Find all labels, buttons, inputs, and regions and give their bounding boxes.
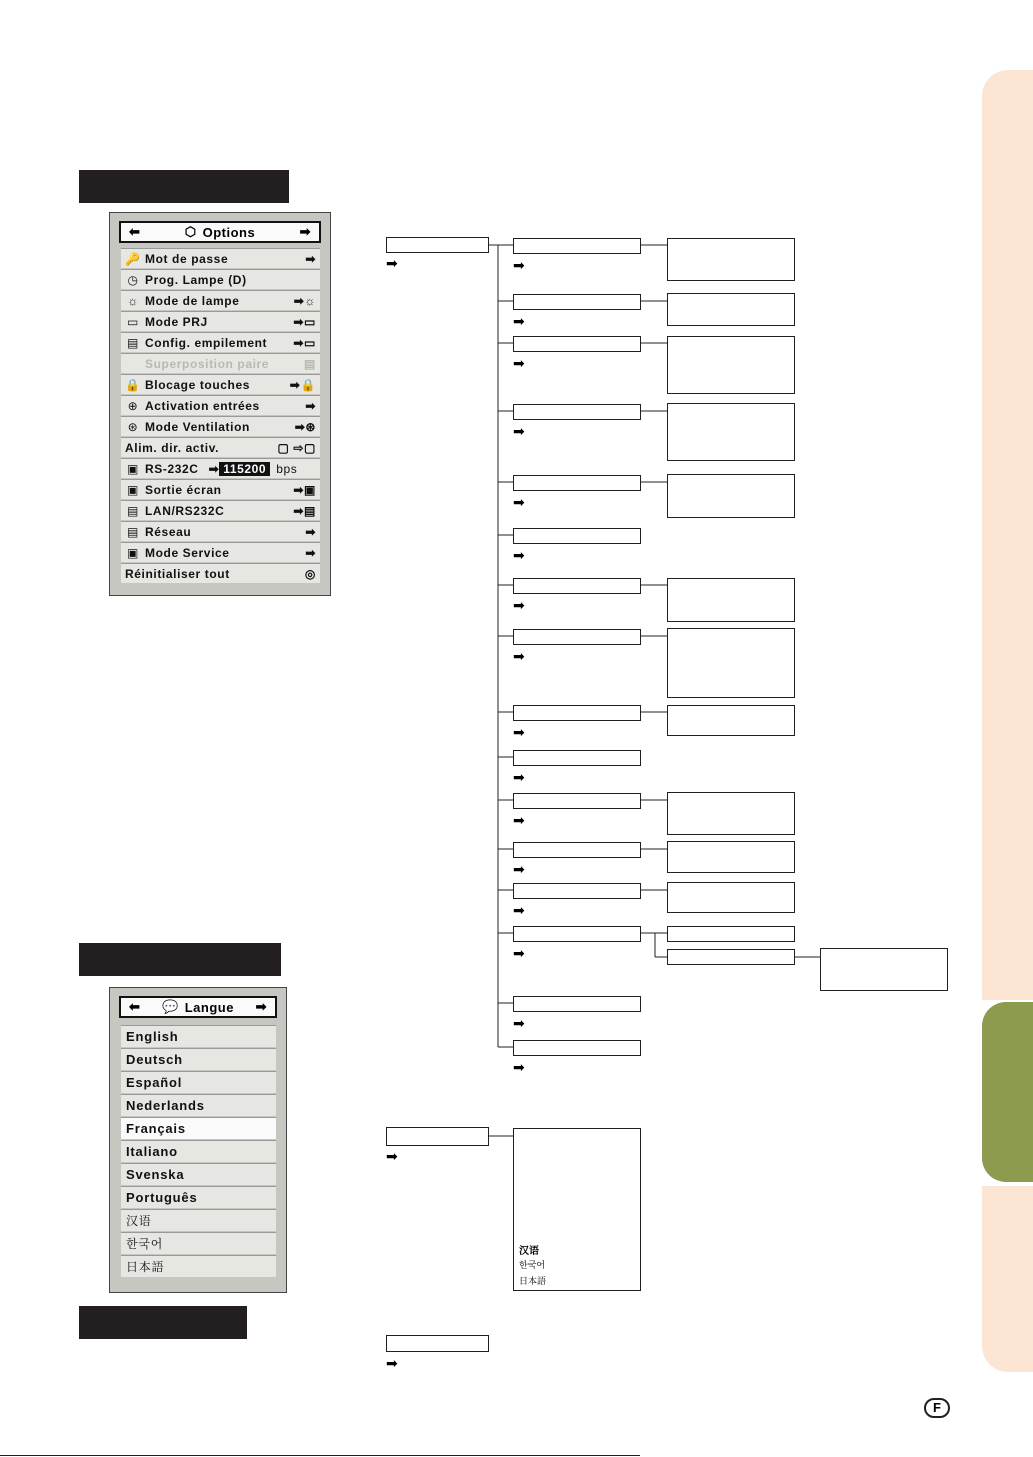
tree-level2-node [513, 883, 641, 899]
arrow-right-icon: ➡ [513, 945, 525, 961]
row-icon: ⊕ [127, 398, 139, 413]
tree-level3-box [667, 336, 795, 394]
options-row-label: Réinitialiser tout [125, 566, 230, 581]
tree-level2-node [513, 238, 641, 254]
language-option[interactable]: 日本語 [121, 1255, 276, 1277]
language-option[interactable]: English [121, 1025, 276, 1047]
arrow-right-icon: ➡ [513, 724, 525, 740]
tree-level2-node [513, 842, 641, 858]
language-option[interactable]: 한국어 [121, 1232, 276, 1254]
options-row-label: Config. empilement [145, 335, 268, 350]
options-row-label: Sortie écran [145, 482, 222, 497]
tree-level2-node [513, 336, 641, 352]
bottom-rule [0, 1455, 640, 1456]
options-row-right: ➡ [305, 398, 316, 413]
arrow-right-icon: ➡ [513, 861, 525, 877]
arrow-right-icon: ➡ [513, 355, 525, 371]
options-row-right: ➡☼ [293, 293, 316, 308]
tree-level2-node [513, 705, 641, 721]
arrow-right-icon: ➡ [386, 1148, 398, 1164]
tree-level3-box [667, 705, 795, 736]
language-option[interactable]: Português [121, 1186, 276, 1208]
options-row-right: ➡▭ [293, 335, 316, 350]
options-row-label: Alim. dir. activ. [125, 440, 220, 455]
language-option[interactable]: Italiano [121, 1140, 276, 1162]
arrow-right-icon: ➡ [513, 1059, 525, 1075]
tree-level3-box [667, 578, 795, 622]
tree-level3-box [667, 628, 795, 698]
row-icon: ◷ [127, 272, 139, 287]
tree-lang-ja: 日本語 [519, 1277, 547, 1287]
tree-lang-root-node [386, 1127, 489, 1146]
tree-level2-node [513, 629, 641, 645]
options-row-right: ➡ [305, 524, 316, 539]
tree-level3-box [667, 238, 795, 281]
tree-level3-box [667, 403, 795, 461]
row-icon: ▭ [127, 314, 139, 329]
options-row-label: Réseau [145, 524, 192, 539]
tree-level2-node [513, 750, 641, 766]
language-option[interactable]: Svenska [121, 1163, 276, 1185]
options-row-right: ➡⊛ [294, 419, 316, 434]
arrow-right-icon: ➡ [513, 812, 525, 828]
arrow-right-icon: ➡ [513, 648, 525, 664]
tree-bottom-node [386, 1335, 489, 1352]
arrow-right-icon: ➡ [386, 1355, 398, 1371]
page-mark-letter: F [933, 1400, 941, 1415]
tree-level2-node [513, 475, 641, 491]
tree-level3-node [667, 949, 795, 965]
tree-level2-node [513, 1040, 641, 1056]
arrow-right-icon: ➡ [208, 461, 220, 476]
options-row-label: Blocage touches [145, 377, 251, 392]
speech-bubble-icon: 💬 [162, 999, 179, 1014]
arrow-right-icon: ➡ [513, 313, 525, 329]
tree-root-node [386, 237, 489, 253]
row-icon: ▤ [127, 503, 139, 518]
tree-level3-box [667, 474, 795, 518]
language-menu-title: Langue [184, 999, 234, 1015]
arrow-right-icon: ➡ [513, 1015, 525, 1031]
tree-lang-zh: 汉语 [519, 1246, 539, 1257]
row-icon: ▣ [127, 482, 139, 497]
row-icon: ▣ [127, 461, 139, 476]
arrow-right-icon: ➡ [513, 769, 525, 785]
options-row-label: Mode Service [145, 545, 230, 560]
options-row-right: ➡▣ [293, 482, 316, 497]
tree-level2-node [513, 404, 641, 420]
arrow-right-icon: ➡ [513, 902, 525, 918]
language-option[interactable]: 汉语 [121, 1209, 276, 1231]
options-row-right: ▢ ⇨▢ [277, 440, 316, 455]
options-row-label: Superposition paire [145, 356, 270, 371]
options-row-label: Mot de passe [145, 251, 229, 266]
row-icon: 🔑 [125, 251, 141, 266]
language-option[interactable]: Français [121, 1117, 276, 1139]
arrow-right-icon: ➡ [513, 597, 525, 613]
options-row-label: Activation entrées [145, 398, 260, 413]
arrow-left-icon[interactable]: ⬅ [129, 224, 141, 239]
tree-level2-node [513, 528, 641, 544]
arrow-right-icon: ➡ [513, 494, 525, 510]
arrow-right-icon: ➡ [513, 257, 525, 273]
row-icon: ▣ [127, 545, 139, 560]
arrow-right-icon[interactable]: ➡ [299, 224, 311, 239]
row-icon: 🔒 [125, 377, 141, 392]
arrow-right-icon: ➡ [513, 423, 525, 439]
options-row-right: ◎ [304, 566, 316, 581]
arrow-left-icon[interactable]: ⬅ [129, 999, 141, 1014]
options-row-label: Mode PRJ [145, 314, 208, 329]
options-row-right: bps [276, 461, 298, 476]
tree-level3-box [667, 841, 795, 873]
options-row-label: LAN/RS232C [145, 503, 225, 518]
tree-level2-node [513, 294, 641, 310]
arrow-right-icon: ➡ [513, 547, 525, 563]
tree-level4-box [820, 948, 948, 991]
tree-level3-box [667, 882, 795, 913]
row-icon: ☼ [127, 293, 139, 308]
language-option[interactable]: Nederlands [121, 1094, 276, 1116]
arrow-right-icon[interactable]: ➡ [255, 999, 267, 1014]
options-menu-title: Options [202, 224, 256, 240]
arrow-right-icon: ➡ [386, 255, 398, 271]
tree-level2-node [513, 578, 641, 594]
options-row-right: ➡▤ [293, 503, 316, 518]
options-row-label: Mode Ventilation [145, 419, 250, 434]
tree-level3-box [667, 293, 795, 326]
tree-lang-ko: 한국어 [519, 1261, 546, 1271]
language-option[interactable]: Español [121, 1071, 276, 1093]
options-row-right: ➡🔒 [289, 377, 316, 392]
row-icon: ⊛ [127, 419, 139, 434]
options-row-label: Mode de lampe [145, 293, 240, 308]
tree-level3-box [667, 792, 795, 835]
options-row-label: RS-232C [145, 461, 199, 476]
language-option[interactable]: Deutsch [121, 1048, 276, 1070]
options-row-label: Prog. Lampe (D) [145, 272, 247, 287]
options-row-right: ➡▭ [293, 314, 316, 329]
tree-level3-node [667, 926, 795, 942]
row-icon: ▤ [127, 335, 139, 350]
page-mark-badge [924, 1398, 950, 1418]
baud-rate-value: 115200 [219, 462, 270, 476]
options-row-right: ➡ [305, 251, 316, 266]
row-icon: ▤ [127, 524, 139, 539]
options-row-right: ▤ [304, 356, 316, 371]
tree-level2-node [513, 926, 641, 942]
tree-level2-node [513, 793, 641, 809]
options-row-right: ➡ [305, 545, 316, 560]
tree-level2-node [513, 996, 641, 1012]
options-icon: ⬡ [184, 224, 197, 239]
